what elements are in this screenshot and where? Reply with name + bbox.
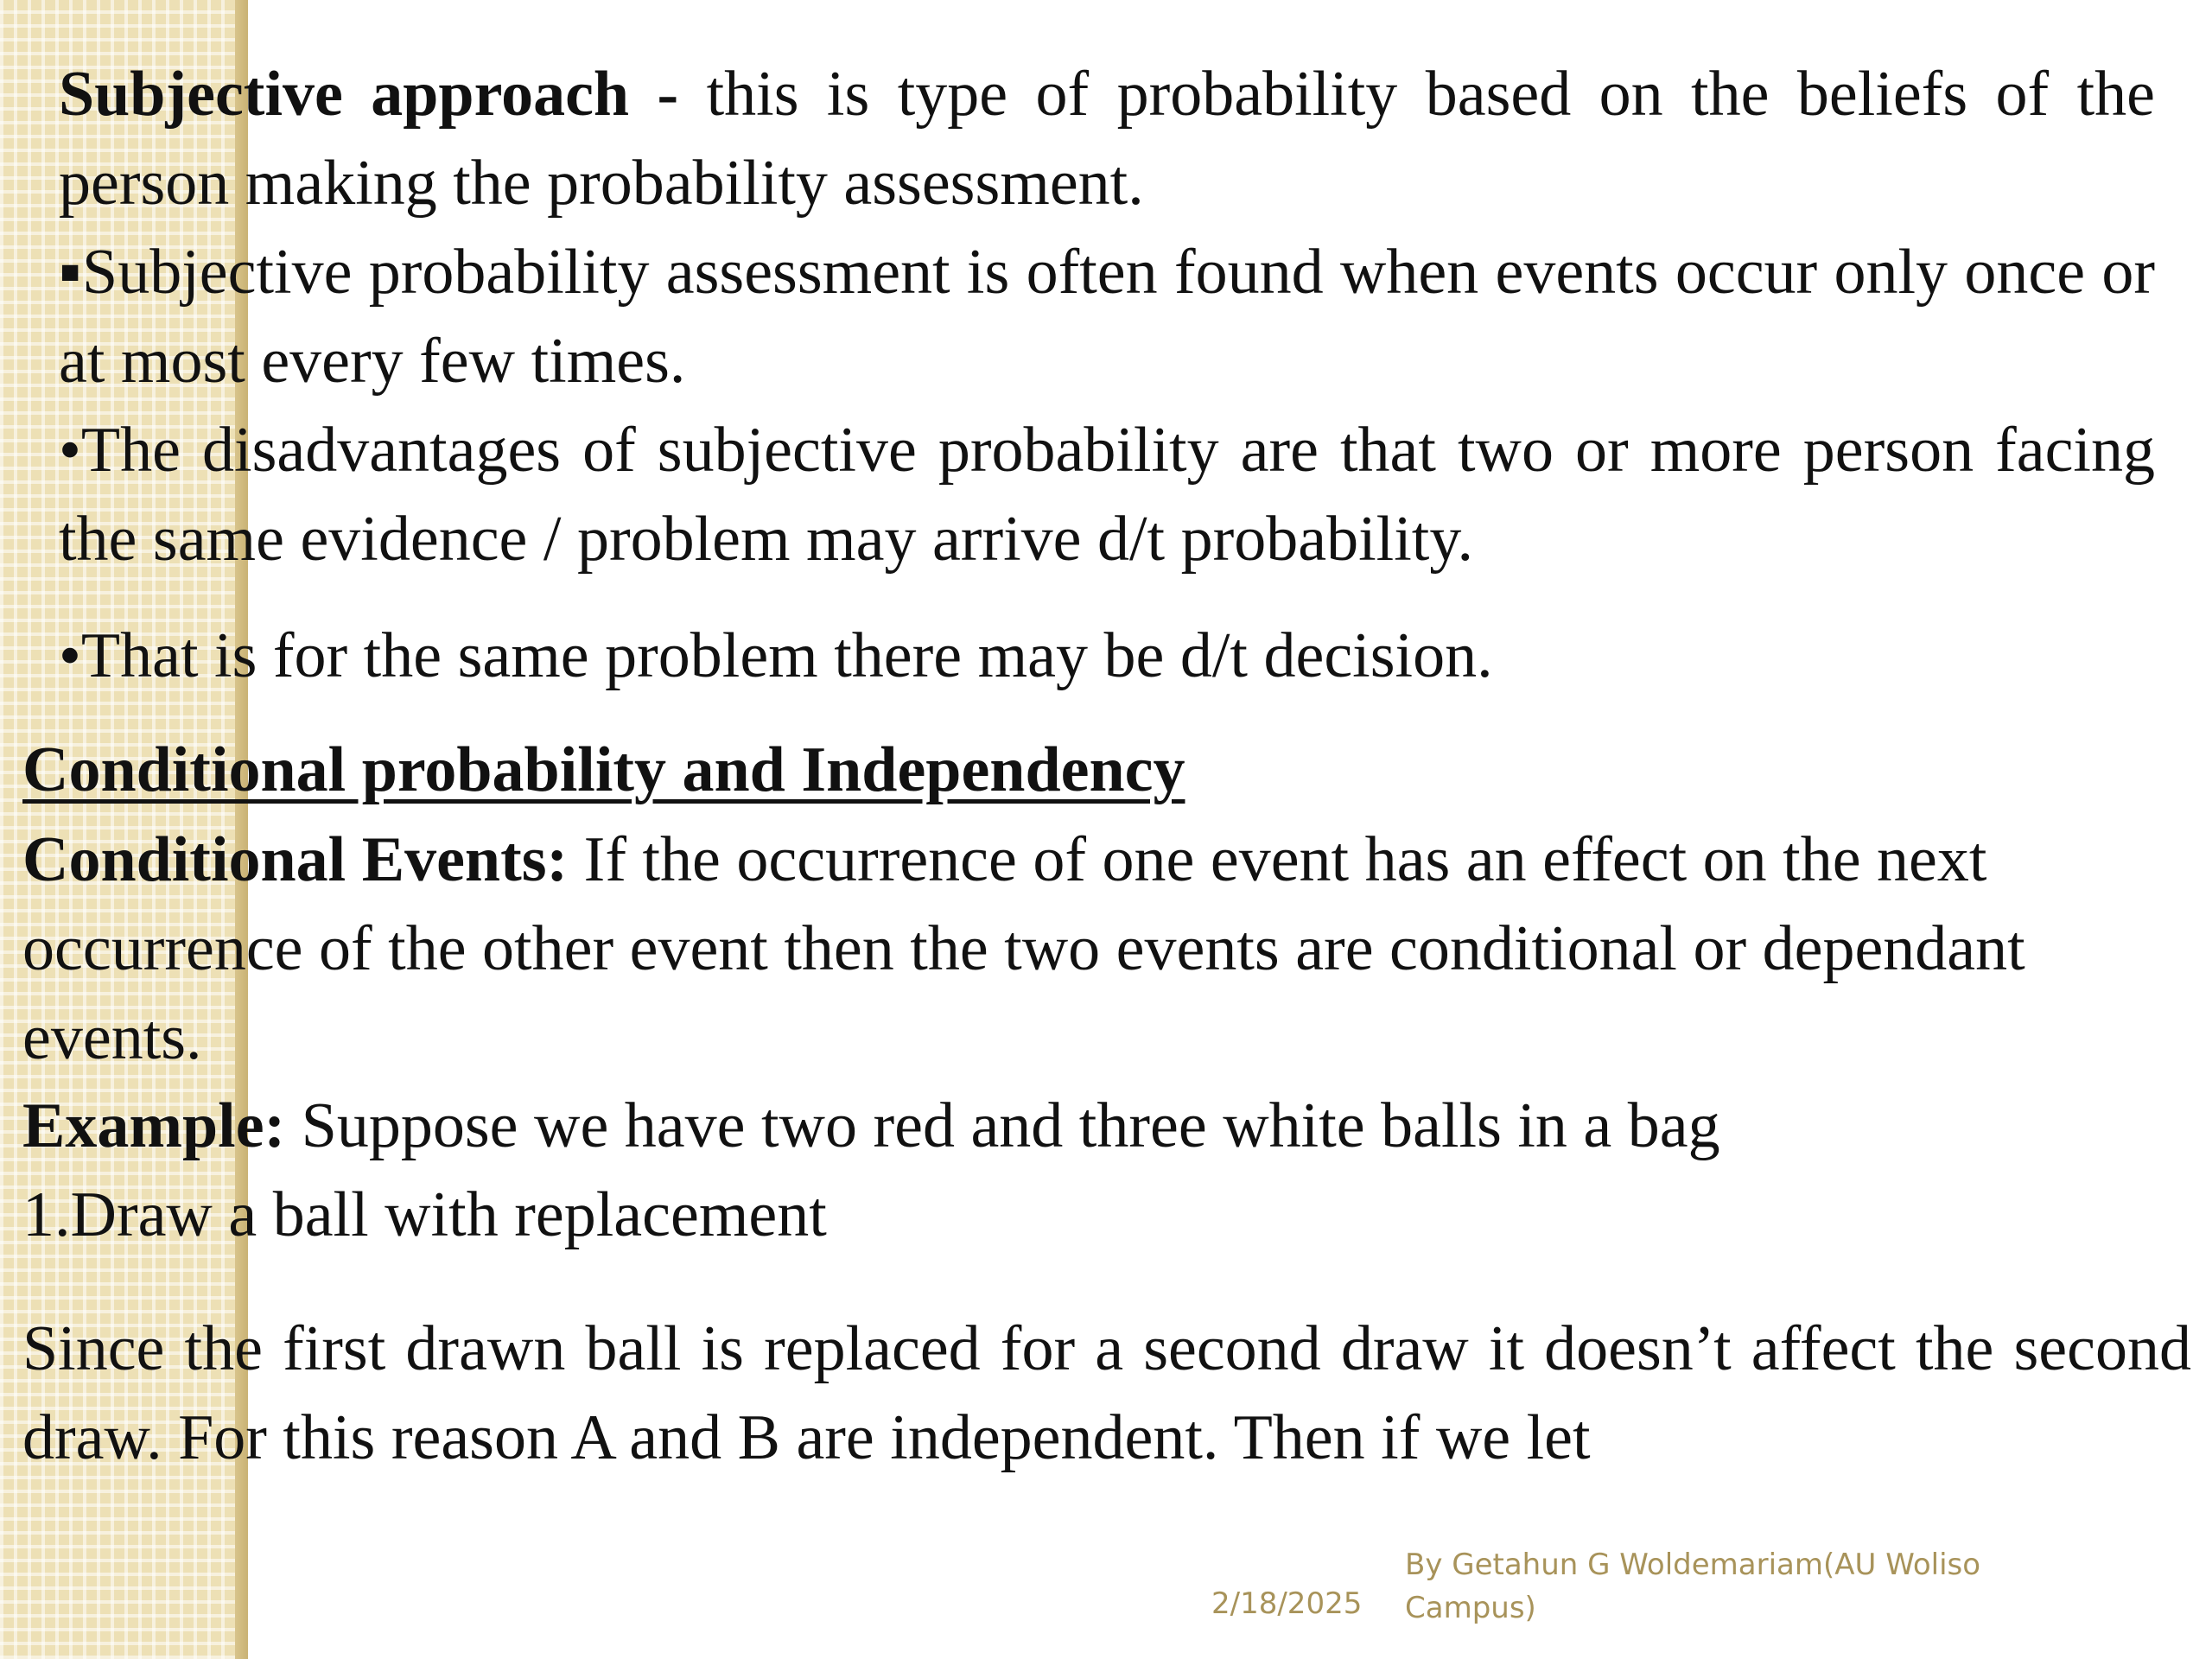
- subjective-approach-paragraph: [59, 50, 2155, 228]
- square-bullet-icon: ▪: [59, 237, 83, 308]
- conditional-events-label: Conditional Events:: [22, 824, 569, 895]
- section-heading: Conditional probability and Independency: [22, 734, 1185, 805]
- bullet-subjective-assessment: [59, 228, 2155, 406]
- example-text: Suppose we have two red and three white balls in a bag: [285, 1090, 1720, 1161]
- bullet-text: The disadvantages of subjective probability are that two or more person facing the same evidence / problem may arrive d/t probability.: [59, 415, 2155, 575]
- footer-author: By Getahun G Woldemariam(AU Woliso Campus): [1405, 1548, 1981, 1625]
- round-bullet-icon: •: [59, 620, 81, 691]
- round-bullet-icon: •: [59, 415, 81, 486]
- subjective-approach-text: this is type of probability based on the beliefs of the person making the probability assessment.: [59, 59, 2156, 219]
- conditional-events-paragraph: [22, 816, 2157, 1083]
- bullet-disadvantages: [59, 406, 2155, 584]
- bullet-text: Subjective probability assessment is often found when events occur only once or at most every few times.: [59, 237, 2155, 397]
- bullet-same-problem: [59, 612, 2155, 701]
- numbered-item-1: 1.Draw a ball with replacement: [22, 1179, 827, 1250]
- example-paragraph: [22, 1082, 2157, 1171]
- closing-paragraph: Since the first drawn ball is replaced for a second draw it doesn’t affect the second draw. For this reason A and B are independent. Then if we let: [22, 1313, 2191, 1473]
- conditional-events-text: If the occurrence of one event has an effect on the next occurrence of the other event then the two events are conditional or dependant events.: [22, 824, 2025, 1073]
- example-label: Example:: [22, 1090, 286, 1161]
- bullet-text: That is for the same problem there may be d/t decision.: [80, 620, 1493, 691]
- subjective-approach-label: Subjective approach -: [59, 59, 707, 130]
- footer-date: 2/18/2025: [1211, 1586, 1363, 1621]
